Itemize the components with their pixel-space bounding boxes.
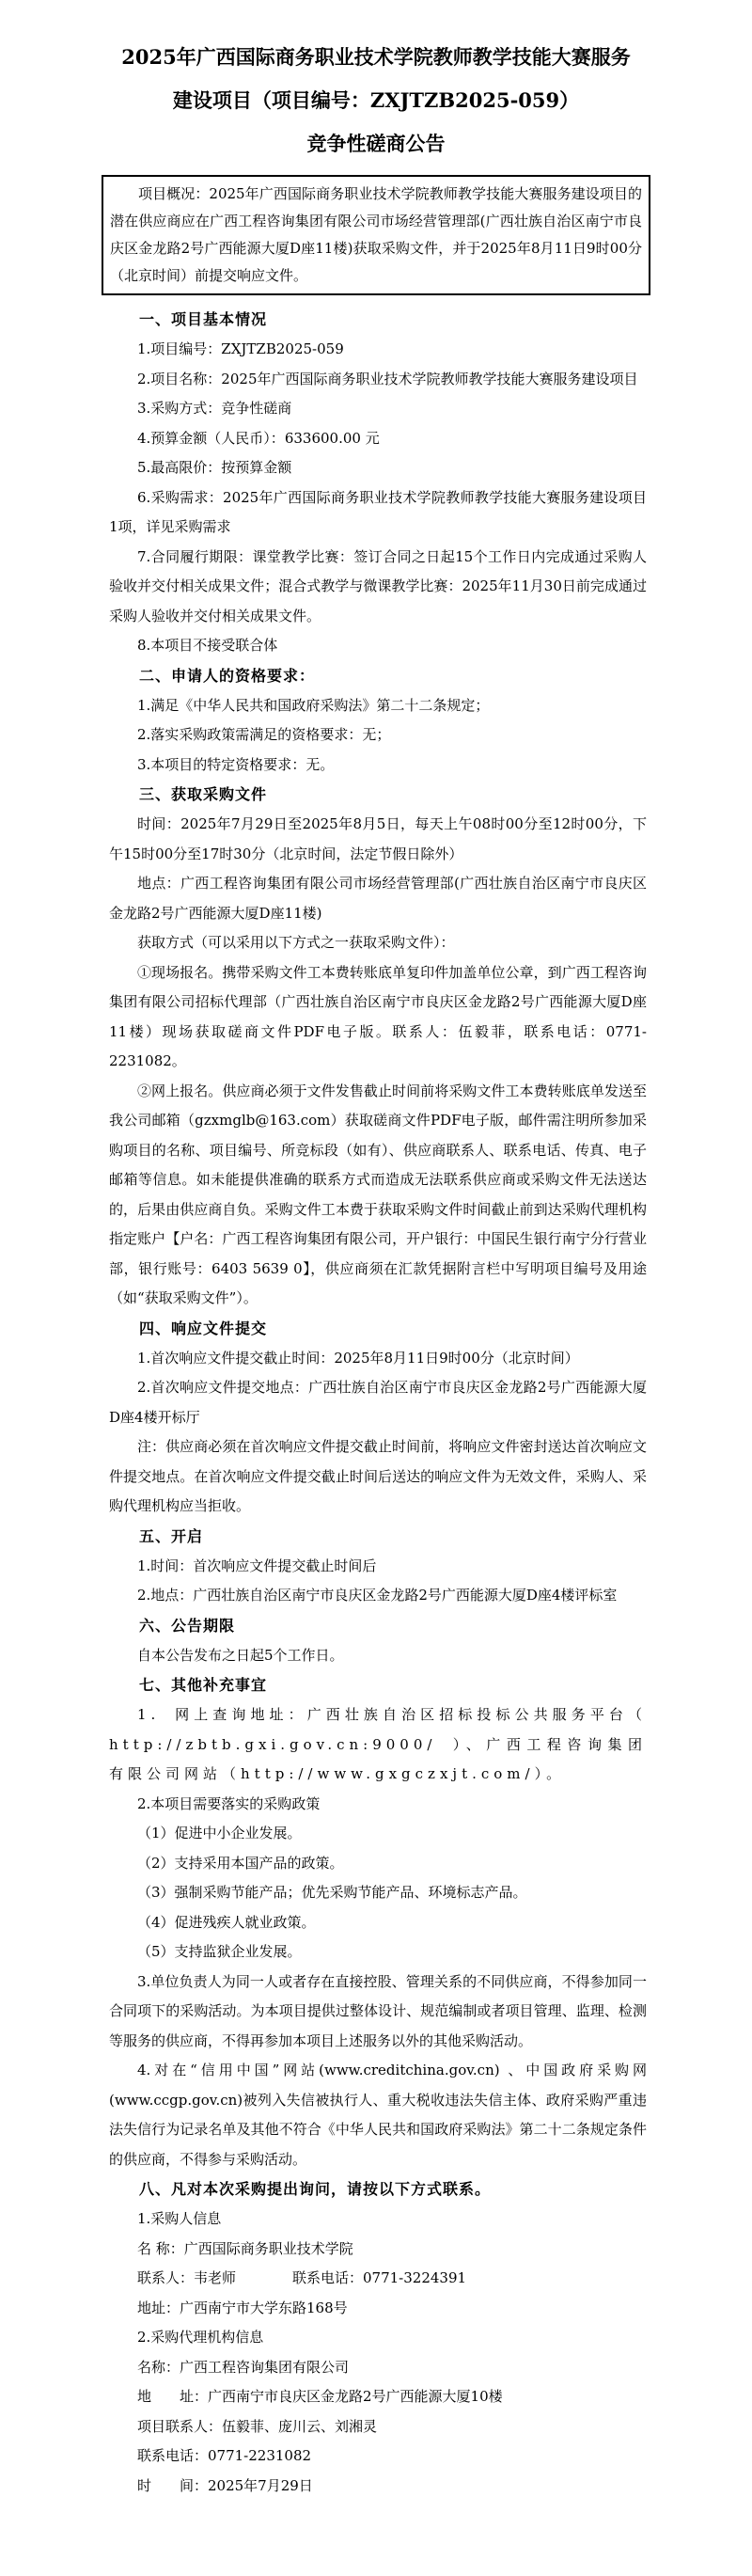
section-heading: 二、申请人的资格要求： bbox=[139, 666, 316, 685]
section-opening bbox=[109, 1522, 647, 1611]
paragraph: 注：供应商必须在首次响应文件提交截止时间前，将响应文件密封送达首次响应文件提交地点。在首次响应文件提交截止时间后送达的响应文件为无效文件，采购人、采购代理机构应当拒收。 bbox=[109, 1438, 647, 1514]
section-heading: 八、凡对本次采购提出询问，请按以下方式联系。 bbox=[139, 2180, 492, 2198]
paragraph: （5）支持监狱企业发展。 bbox=[137, 1943, 302, 1960]
section-heading: 七、其他补充事宜 bbox=[139, 1676, 268, 1694]
paragraph: （2）支持采用本国产品的政策。 bbox=[137, 1854, 344, 1872]
paragraph: 2.项目名称：2025年广西国际商务职业技术学院教师教学技能大赛服务建设项目 bbox=[137, 370, 638, 387]
purchaser-address: 地址：广西南宁市大学东路168号 bbox=[137, 2299, 348, 2316]
paragraph: 1.采购人信息 bbox=[137, 2210, 222, 2227]
paragraph: 4.对在“信用中国”网站(www.creditchina.gov.cn) 、中国政府采购网(www.ccgp.gov.cn)被列入失信被执行人、重大税收违法失信主体、政府采购严重违法失信行为记录名单及其他不符合《中华人民共和国政府采购法》第二十二条规定条件的供应商，不得参与采购活动。 bbox=[109, 2062, 647, 2168]
paragraph: 7.合同履行期限：课堂教学比赛：签订合同之日起15个工作日内完成通过采购人验收并交付相关成果文件；混合式教学与微课教学比赛：2025年11月30日前完成通过采购人验收并交付相关成果文件。 bbox=[109, 547, 647, 624]
section-heading: 五、开启 bbox=[139, 1526, 204, 1545]
paragraph: ②网上报名。供应商必须于文件发售截止时间前将采购文件工本费转账底单发送至我公司邮箱（gzxmglb@163.com）获取磋商文件PDF电子版，邮件需注明所参加采购项目的名称、项目编号、所竞标段（如有）、供应商联系人、联系电话、传真、电子邮箱等信息。如未能提供准确的联系方式而造成无法联系供应商或采购文件无法送达的，后果由供应商自负。采购文件工本费于获取采购文件时间截止前到达采购代理机构指定账户【户名：广西工程咨询集团有限公司，开户银行：中国民生银行南宁分行营业部，银行账号：6403 5639 0】，供应商须在汇款凭据附言栏中写明项目编号及用途（如“获取采购文件”）。 bbox=[109, 1082, 647, 1306]
agency-address: 地 址：广西南宁市良庆区金龙路2号广西能源大厦10楼 bbox=[137, 2388, 503, 2405]
paragraph: （4）促进残疾人就业政策。 bbox=[137, 1913, 316, 1931]
paragraph: 自本公告发布之日起5个工作日。 bbox=[137, 1646, 344, 1664]
paragraph: ①现场报名。携带采购文件工本费转账底单复印件加盖单位公章，到广西工程咨询集团有限公司招标代理部（广西壮族自治区南宁市良庆区金龙路2号广西能源大厦D座11楼）现场获取磋商文件PDF电子版。联系人：伍毅菲，联系电话：0771-2231082。 bbox=[109, 963, 647, 1069]
document-title-line-2: 建设项目（项目编号：ZXJTZB2025-059） bbox=[172, 88, 580, 112]
section-heading: 三、获取采购文件 bbox=[139, 785, 268, 803]
paragraph: 1.满足《中华人民共和国政府采购法》第二十二条规定； bbox=[137, 696, 490, 714]
paragraph: 3.采购方式：竞争性磋商 bbox=[137, 400, 292, 417]
section-obtain-documents bbox=[109, 780, 647, 1314]
document-body bbox=[109, 305, 647, 2501]
paragraph: 1.首次响应文件提交截止时间：2025年8月11日9时00分（北京时间） bbox=[137, 1349, 579, 1367]
section-basic-info bbox=[109, 305, 647, 661]
project-overview-text: 项目概况：2025年广西国际商务职业技术学院教师教学技能大赛服务建设项目的潜在供应商应在广西工程咨询集团有限公司市场经营管理部(广西壮族自治区南宁市良庆区金龙路2号广西能源大厦D座11楼)获取采购文件，并于2025年8月11日9时00分（北京时间）前提交响应文件。 bbox=[110, 185, 642, 284]
section-heading: 四、响应文件提交 bbox=[139, 1319, 268, 1337]
agency-contacts: 项目联系人：伍毅菲、庞川云、刘湘灵 bbox=[137, 2417, 378, 2435]
document-title-line-1: 2025年广西国际商务职业技术学院教师教学技能大赛服务 bbox=[121, 45, 631, 69]
paragraph: 1.时间：首次响应文件提交截止时间后 bbox=[137, 1557, 377, 1574]
paragraph: 时间：2025年7月29日至2025年8月5日，每天上午08时00分至12时00分，下午15时00分至17时30分（北京时间，法定节假日除外） bbox=[109, 815, 647, 862]
announcement-date: 时 间：2025年7月29日 bbox=[137, 2476, 313, 2494]
section-heading: 一、项目基本情况 bbox=[139, 310, 268, 328]
paragraph: 3.单位负责人为同一人或者存在直接控股、管理关系的不同供应商，不得参加同一合同项下的采购活动。为本项目提供过整体设计、规范编制或者项目管理、监理、检测等服务的供应商，不得再参加本项目上述服务以外的其他采购活动。 bbox=[109, 1972, 647, 2049]
paragraph: 获取方式（可以采用以下方式之一获取采购文件）： bbox=[137, 934, 455, 951]
section-announcement-period bbox=[109, 1611, 647, 1671]
agency-phone: 联系电话：0771-2231082 bbox=[137, 2447, 312, 2464]
section-other-matters bbox=[109, 1670, 647, 2174]
document-title-line-3: 竞争性磋商公告 bbox=[306, 132, 446, 155]
paragraph: （1）促进中小企业发展。 bbox=[137, 1825, 302, 1841]
paragraph: 1.项目编号：ZXJTZB2025-059 bbox=[137, 340, 344, 357]
paragraph: 6.采购需求：2025年广西国际商务职业技术学院教师教学技能大赛服务建设项目1项，详见采购需求 bbox=[109, 488, 647, 535]
paragraph: 1. 网上查询地址：广西壮族自治区招标投标公共服务平台（ http://zbtb.gxi.gov.cn:9000/ ）、广西工程咨询集团有限公司网站（http://www.gxgczxjt.com/）。 bbox=[109, 1706, 647, 1782]
paragraph: 地点：广西工程咨询集团有限公司市场经营管理部(广西壮族自治区南宁市良庆区金龙路2号广西能源大厦D座11楼) bbox=[109, 875, 647, 922]
paragraph: 2.本项目需要落实的采购政策 bbox=[137, 1794, 321, 1812]
paragraph: 3.本项目的特定资格要求：无。 bbox=[137, 755, 335, 773]
agency-name: 名称：广西工程咨询集团有限公司 bbox=[137, 2358, 350, 2376]
document-title bbox=[83, 36, 669, 166]
project-overview-box bbox=[102, 175, 650, 295]
paragraph: 2.地点：广西壮族自治区南宁市良庆区金龙路2号广西能源大厦D座4楼评标室 bbox=[137, 1587, 618, 1604]
purchaser-name: 名 称：广西国际商务职业技术学院 bbox=[137, 2239, 353, 2257]
section-heading: 六、公告期限 bbox=[139, 1616, 236, 1635]
paragraph: 5.最高限价：按预算金额 bbox=[137, 459, 292, 476]
paragraph: （3）强制采购节能产品；优先采购节能产品、环境标志产品。 bbox=[137, 1884, 527, 1901]
purchaser-contact: 联系人：韦老师 联系电话：0771-3224391 bbox=[137, 2269, 467, 2286]
paragraph: 2.落实采购政策需满足的资格要求：无； bbox=[137, 726, 391, 743]
paragraph: 2.采购代理机构信息 bbox=[137, 2329, 264, 2346]
paragraph: 4.预算金额（人民币）：633600.00 元 bbox=[137, 429, 380, 447]
section-response-submission bbox=[109, 1314, 647, 1522]
paragraph: 2.首次响应文件提交地点：广西壮族自治区南宁市良庆区金龙路2号广西能源大厦D座4楼开标厅 bbox=[109, 1379, 647, 1426]
paragraph: 8.本项目不接受联合体 bbox=[137, 637, 278, 654]
section-applicant-qualifications bbox=[109, 661, 647, 781]
section-contact-info bbox=[109, 2174, 647, 2501]
